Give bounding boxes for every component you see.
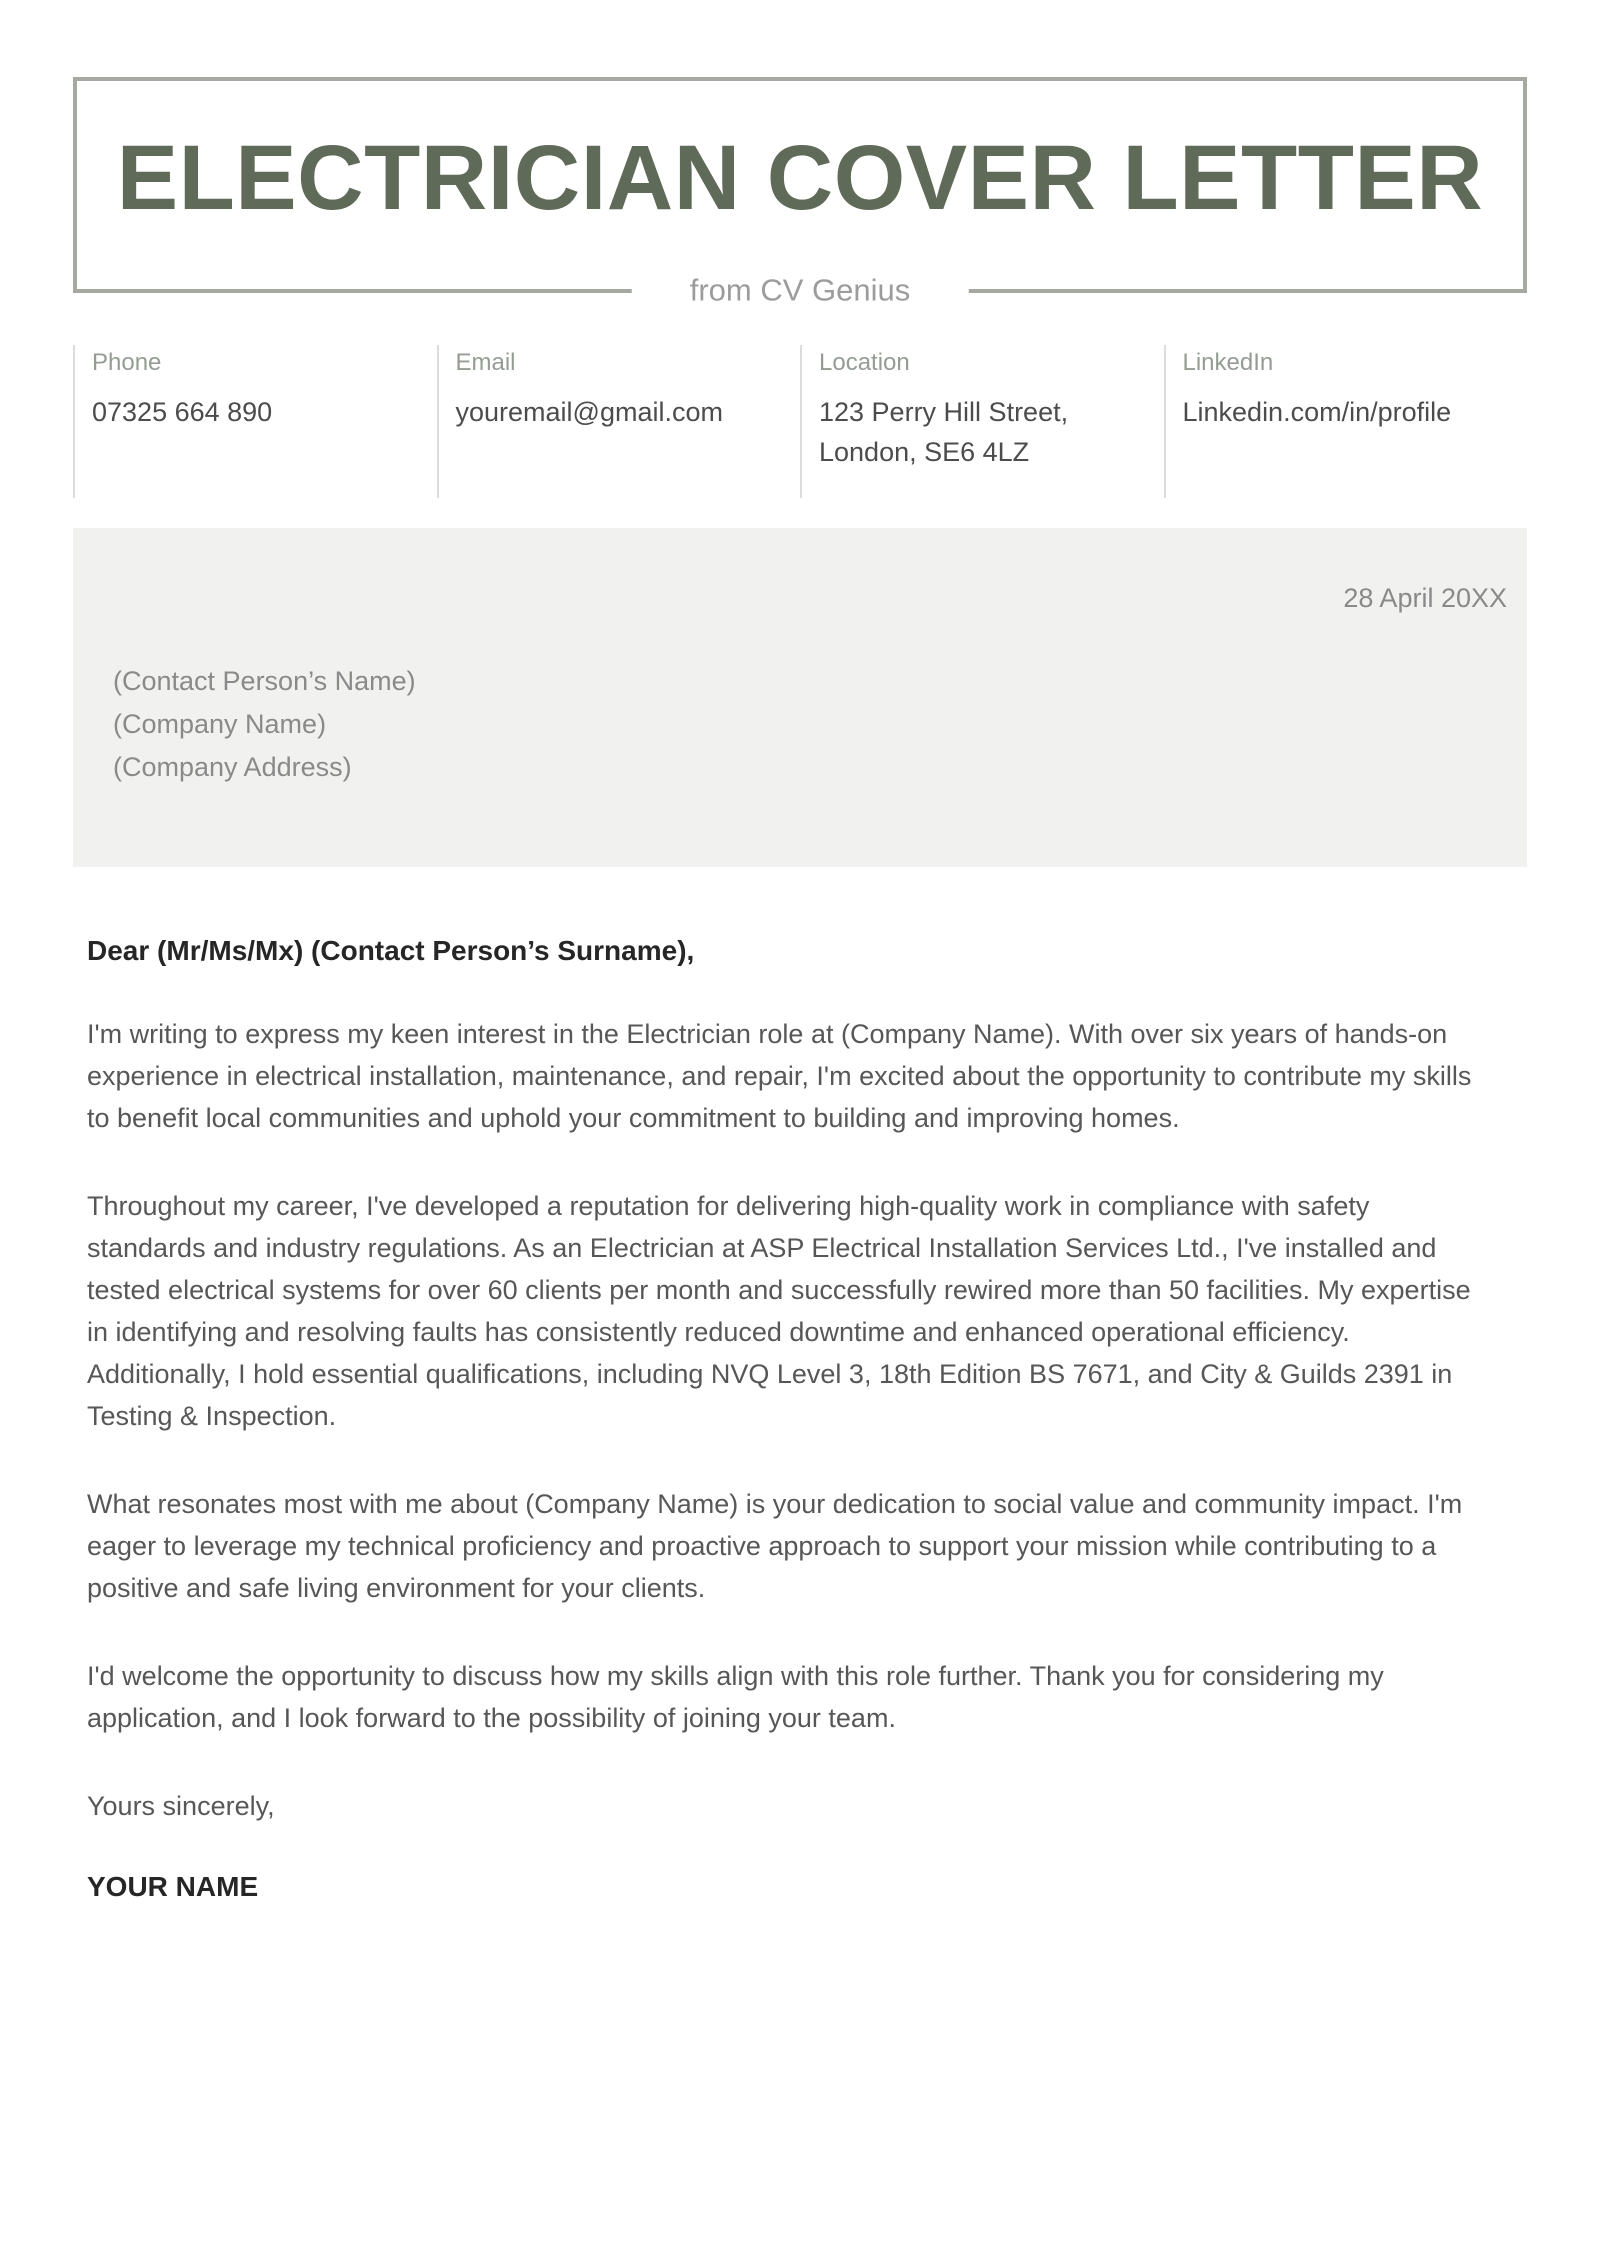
recipient-company-name: (Company Name): [113, 709, 327, 739]
header: [73, 77, 1527, 308]
contact-col-linkedin: [1164, 345, 1528, 498]
contact-col-location: [800, 345, 1164, 498]
letter-greeting: Dear (Mr/Ms/Mx) (Contact Person’s Surname),: [87, 935, 695, 966]
contact-value-email: youremail@gmail.com: [455, 397, 723, 427]
recipient-lines: [113, 660, 1507, 789]
contact-row: [73, 345, 1527, 498]
contact-label-location: Location: [819, 349, 910, 376]
contact-col-phone: [73, 345, 437, 498]
letter-paragraph-3: What resonates most with me about (Company Name) is your dedication to social value and community impact. I'm eager to leverage my technical proficiency and proactive approach to support your mission while contributing to a positive and safe living environment for your clients.: [87, 1489, 1463, 1603]
contact-label-linkedin: LinkedIn: [1182, 349, 1274, 376]
letter-date: 28 April 20XX: [1343, 583, 1507, 613]
contact-label-email: Email: [455, 349, 516, 376]
recipient-block: [73, 528, 1527, 867]
contact-value-linkedin: Linkedin.com/in/profile: [1182, 397, 1452, 427]
letter-paragraph-2: Throughout my career, I've developed a reputation for delivering high-quality work in compliance with safety standards and industry regulations. As an Electrician at ASP Electrical Installation Services Ltd., I've installed and tested electrical systems for over 60 clients per month and successfully rewired more than 50 facilities. My expertise in identifying and resolving faults has consistently reduced downtime and enhanced operational efficiency. Additionally, I hold essential qualifications, including NVQ Level 3, 18th Edition BS 7671, and City & Guilds 2391 in Testing & Inspection.: [87, 1191, 1471, 1431]
contact-label-phone: Phone: [92, 349, 162, 376]
letter-signature: YOUR NAME: [87, 1871, 259, 1902]
recipient-company-address: (Company Address): [113, 752, 352, 782]
contact-value-location: 123 Perry Hill Street, London, SE6 4LZ: [819, 397, 1069, 467]
letter-paragraph-4: I'd welcome the opportunity to discuss how my skills align with this role further. Thank you for considering my application, and I look forward to the possibility of joining your team.: [87, 1661, 1384, 1733]
header-subtitle: from CV Genius: [632, 272, 969, 308]
contact-col-email: [437, 345, 801, 498]
recipient-contact-name: (Contact Person’s Name): [113, 666, 416, 696]
letter-body: [73, 935, 1527, 1903]
letter-paragraph-1: I'm writing to express my keen interest in the Electrician role at (Company Name). With over six years of hands-on experience in electrical installation, maintenance, and repair, I'm excited about the opportunity to contribute my skills to benefit local communities and uphold your commitment to building and improving homes.: [87, 1019, 1472, 1133]
contact-value-phone: 07325 664 890: [92, 397, 273, 427]
page-title: ELECTRICIAN COVER LETTER: [116, 126, 1484, 229]
letter-closing: Yours sincerely,: [87, 1791, 275, 1821]
